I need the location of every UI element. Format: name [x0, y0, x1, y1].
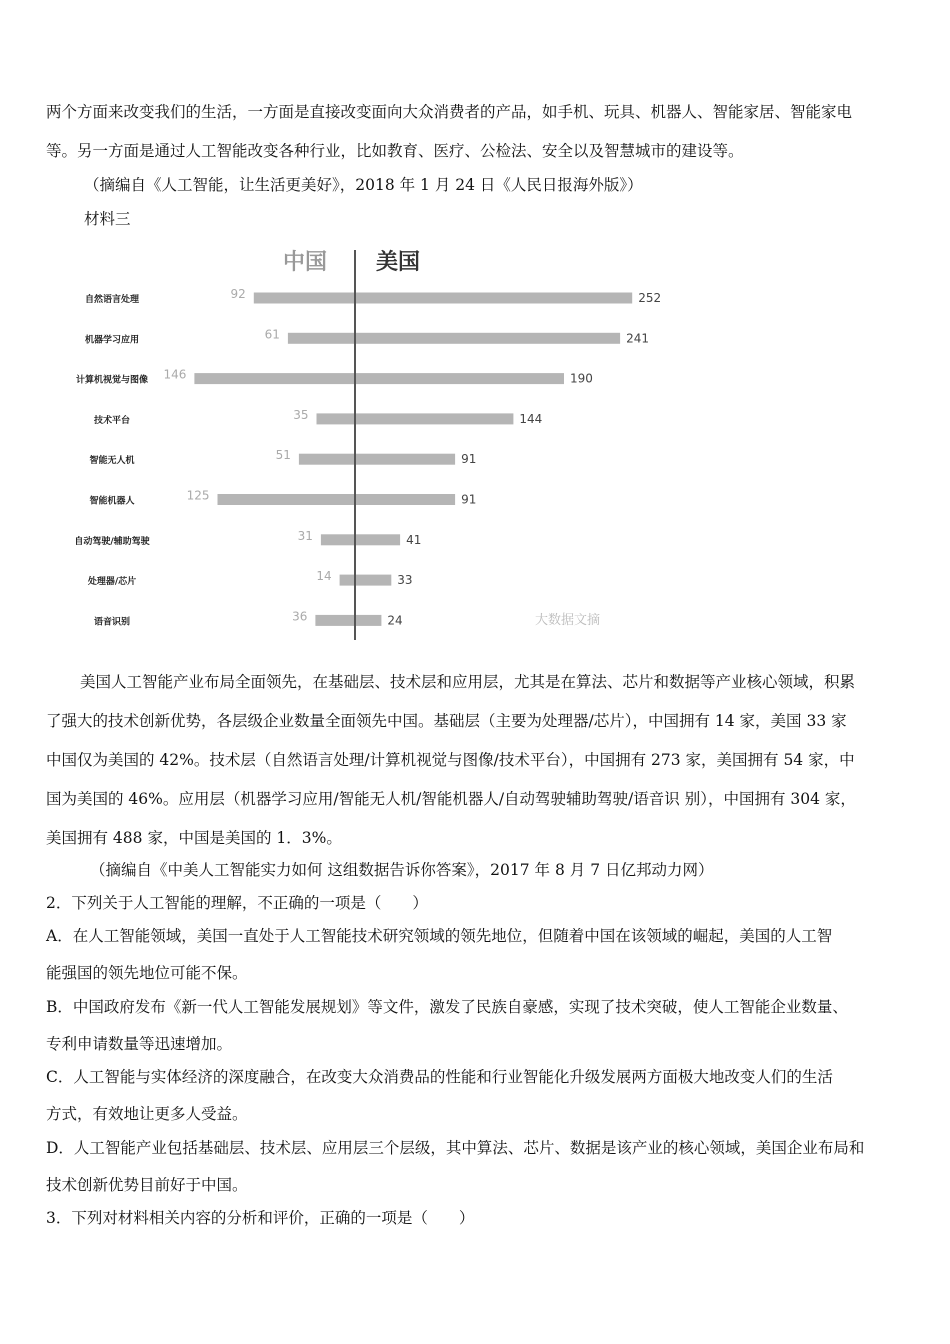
chart-bar-usa: [355, 413, 513, 424]
chart-category-label: 计算机视觉与图像: [75, 375, 149, 386]
question2-stem: 2．下列关于人工智能的理解，不正确的一项是（ ）: [46, 894, 428, 912]
chart-bar-china: [317, 413, 356, 424]
material3-para-line-3: 中国仅为美国的 42%。技术层（自然语言处理/计算机视觉与图像/技术平台），中国拥有 273 家，美国拥有 54 家，中: [46, 751, 855, 769]
question2-option-b-line-2: 专利申请数量等迅速增加。: [46, 1035, 233, 1053]
question2-option-d-line-2: 技术创新优势目前好于中国。: [46, 1176, 248, 1194]
chart-value-usa: 33: [397, 573, 413, 588]
chart-value-china: 92: [230, 287, 246, 301]
chart-category-label: 智能无人机: [89, 456, 135, 467]
chart-value-usa: 241: [626, 331, 650, 346]
china-us-ai-company-chart: [50, 240, 662, 640]
question2-option-a-line-1: A．在人工智能领域，美国一直处于人工智能技术研究领域的领先地位，但随着中国在该领域的崛起，美国的人工智: [46, 927, 833, 945]
chart-value-china: 31: [297, 528, 313, 543]
material3-heading: 材料三: [84, 210, 131, 228]
chart-bar-usa: [355, 494, 455, 505]
material2-line-1: 两个方面来改变我们的生活，一方面是直接改变面向大众消费者的产品，如手机、玩具、机器人、智能家居、智能家电: [46, 103, 853, 121]
chart-value-china: 125: [186, 488, 210, 503]
question2-option-b-line-1: B．中国政府发布《新一代人工智能发展规划》等文件，激发了民族自豪感，实现了技术突破，使人工智能企业数量、: [46, 998, 848, 1016]
material3-para-line-1: 美国人工智能产业布局全面领先，在基础层、技术层和应用层，尤其是在算法、芯片和数据等产业核心领域，积累: [80, 673, 856, 691]
chart-value-china: 61: [264, 327, 280, 342]
question2-option-a-line-2: 能强国的领先地位可能不保。: [46, 964, 248, 982]
chart-value-china: 14: [316, 569, 332, 584]
chart-value-china: 146: [163, 367, 187, 382]
chart-bar-china: [299, 454, 355, 465]
chart-watermark: 大数据文摘: [535, 613, 601, 628]
chart-value-usa: 144: [519, 411, 543, 426]
chart-value-usa: 91: [461, 492, 477, 507]
material2-line-2: 等。另一方面是通过人工智能改变各种行业，比如教育、医疗、公检法、安全以及智慧城市的建设等。: [46, 142, 744, 160]
chart-value-usa: 91: [461, 452, 477, 467]
material3-source: （摘编自《中美人工智能实力如何 这组数据告诉你答案》，2017 年 8 月 7 日亿邦动力网）: [90, 861, 714, 879]
chart-bar-usa: [355, 534, 400, 545]
question3-stem: 3．下列对材料相关内容的分析和评价，正确的一项是（ ）: [46, 1209, 475, 1227]
chart-bar-usa: [355, 575, 391, 586]
chart-category-label: 智能机器人: [89, 496, 135, 507]
chart-bar-usa: [355, 333, 620, 344]
chart-bar-usa: [355, 373, 564, 384]
question2-option-c-line-2: 方式，有效地让更多人受益。: [46, 1105, 248, 1123]
material2-source: （摘编自《人工智能，让生活更美好》，2018 年 1 月 24 日《人民日报海外版》）: [84, 176, 643, 194]
chart-category-label: 自然语言处理: [84, 295, 140, 305]
chart-value-usa: 24: [387, 613, 403, 628]
chart-bar-usa: [355, 454, 455, 465]
chart-bar-china: [340, 575, 355, 586]
chart-bar-china: [254, 293, 355, 304]
chart-bar-china: [218, 494, 356, 505]
chart-bar-usa: [355, 615, 381, 626]
material3-para-line-4: 国为美国的 46%。应用层（机器学习应用/智能无人机/智能机器人/自动驾驶辅助驾驶/语音识 别），中国拥有 304 家，: [46, 790, 856, 808]
chart-category-label: 自动驾驶/辅助驾驶: [74, 536, 150, 547]
chart-category-label: 技术平台: [93, 415, 131, 426]
chart-bar-usa: [355, 293, 632, 304]
chart-value-china: 51: [275, 448, 291, 463]
question2-option-c-line-1: C．人工智能与实体经济的深度融合，在改变大众消费品的性能和行业智能化升级发展两方面极大地改变人们的生活: [46, 1068, 833, 1086]
material3-para-line-5: 美国拥有 488 家，中国是美国的 1．3%。: [46, 829, 342, 847]
chart-value-usa: 41: [406, 532, 422, 547]
material3-para-line-2: 了强大的技术创新优势，各层级企业数量全面领先中国。基础层（主要为处理器/芯片），中国拥有 14 家，美国 33 家: [46, 712, 847, 730]
chart-bar-china: [321, 534, 355, 545]
chart-category-label: 语音识别: [93, 617, 131, 628]
chart-value-usa: 252: [638, 291, 662, 305]
chart-value-usa: 190: [570, 371, 593, 386]
chart-value-china: 35: [293, 407, 309, 422]
chart-header-usa: 美国: [376, 250, 421, 275]
chart-category-label: 机器学习应用: [84, 335, 140, 346]
chart-bar-china: [288, 333, 355, 344]
chart-header-china: 中国: [283, 250, 328, 275]
question2-option-d-line-1: D．人工智能产业包括基础层、技术层、应用层三个层级，其中算法、芯片、数据是该产业的核心领域，美国企业布局和: [46, 1139, 865, 1157]
chart-bar-china: [194, 373, 355, 384]
chart-value-china: 36: [292, 609, 308, 624]
chart-category-label: 处理器/芯片: [87, 577, 137, 588]
chart-bar-china: [315, 615, 355, 626]
